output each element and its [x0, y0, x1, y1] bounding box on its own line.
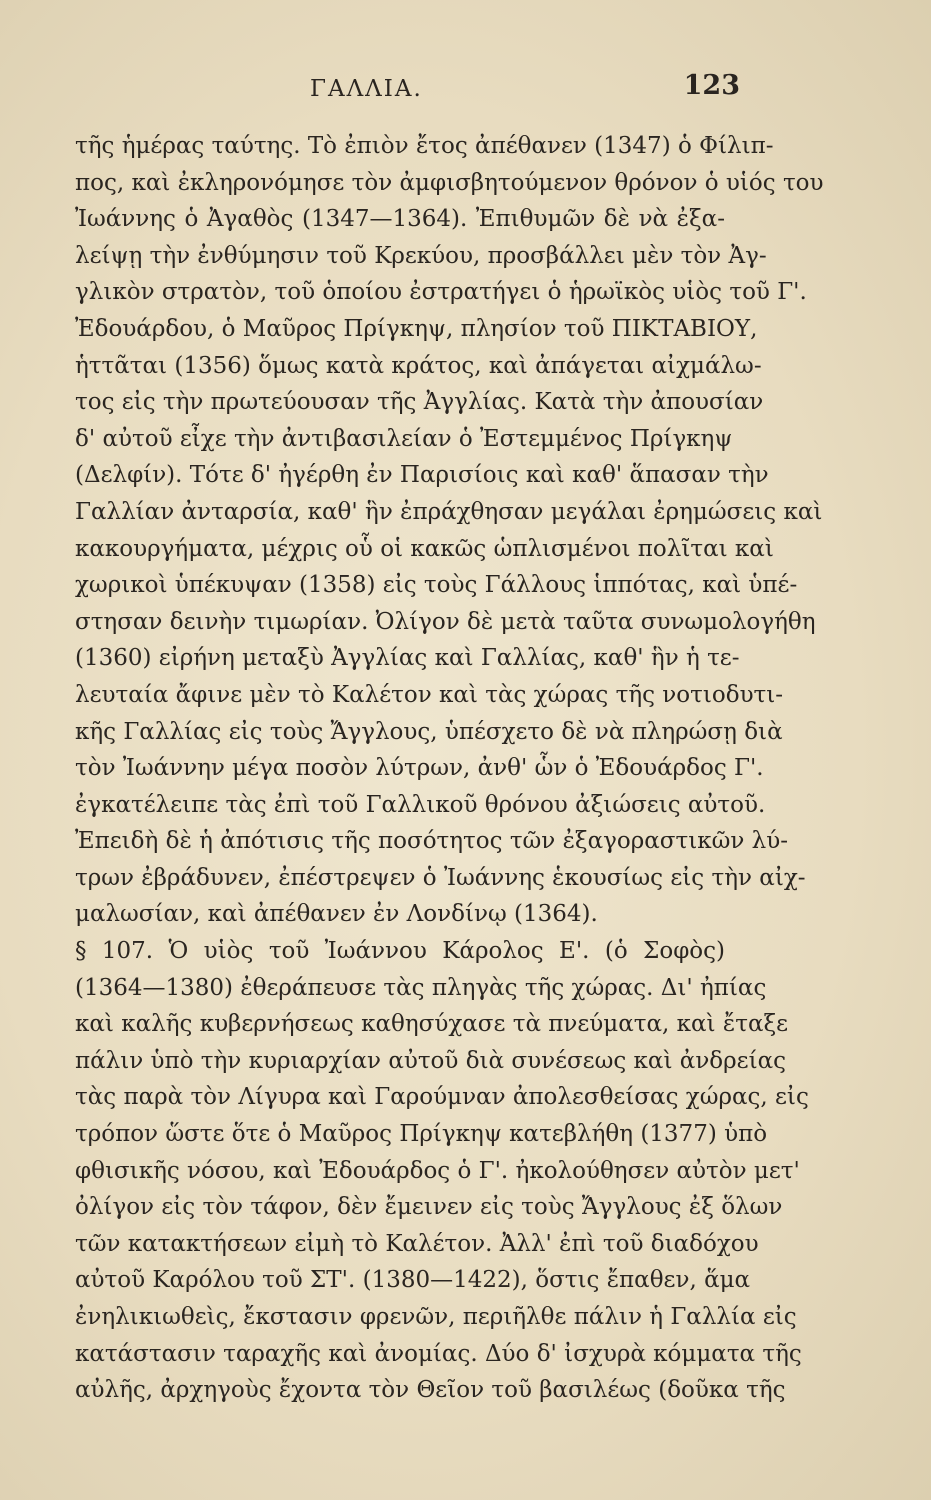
text-line: ἡττᾶται (1356) ὅμως κατὰ κράτος, καὶ ἀπάγεται αἰχμάλω-: [75, 352, 762, 379]
text-line: Ἐπειδὴ δὲ ἡ ἀπότισις τῆς ποσότητος τῶν ἐξαγοραστικῶν λύ-: [75, 828, 788, 855]
text-line: τῶν κατακτήσεων εἰμὴ τὸ Καλέτον. Ἀλλ' ἐπὶ τοῦ διαδόχου: [75, 1230, 759, 1257]
text-line: ἐνηλικιωθεὶς, ἔκστασιν φρενῶν, περιῆλθε πάλιν ἡ Γαλλία εἰς: [75, 1304, 797, 1330]
page-number: 123: [683, 70, 740, 101]
text-line: τος εἰς τὴν πρωτεύουσαν τῆς Ἀγγλίας. Κατὰ τὴν ἀπουσίαν: [75, 389, 764, 416]
text-line: κακουργήματα, μέχρις οὗ οἱ κακῶς ὡπλισμένοι πολῖται καὶ: [75, 535, 774, 562]
text-line: αὐτοῦ Καρόλου τοῦ ΣΤ'. (1380—1422), ὅστις ἔπαθεν, ἅμα: [75, 1267, 751, 1294]
text-line: φθισικῆς νόσου, καὶ Ἐδουάρδος ὁ Γ'. ἠκολούθησεν αὐτὸν μετ': [75, 1157, 800, 1184]
text-line: λευταία ἄφινε μὲν τὸ Καλέτον καὶ τὰς χώρας τῆς νοτιοδυτι-: [75, 681, 784, 708]
text-line: Ἰωάννης ὁ Ἀγαθὸς (1347—1364). Ἐπιθυμῶν δὲ νὰ ἐξα-: [75, 206, 725, 233]
text-line: χωρικοὶ ὑπέκυψαν (1358) εἰς τοὺς Γάλλους ἱππότας, καὶ ὑπέ-: [75, 572, 798, 599]
text-line: Γαλλίαν ἀνταρσία, καθ' ἣν ἐπράχθησαν μεγάλαι ἐρημώσεις καὶ: [75, 498, 823, 525]
text-line: στησαν δεινὴν τιμωρίαν. Ὀλίγον δὲ μετὰ ταῦτα συνωμολογήθη: [75, 608, 816, 635]
text-line: καὶ καλῆς κυβερνήσεως καθησύχασε τὰ πνεύματα, καὶ ἔταξε: [75, 1011, 789, 1038]
text-line: μαλωσίαν, καὶ ἀπέθανεν ἐν Λονδίνῳ (1364).: [75, 901, 598, 928]
text-line: κατάστασιν ταραχῆς καὶ ἀνομίας. Δύο δ' ἰσχυρὰ κόμματα τῆς: [75, 1340, 802, 1367]
text-line: τρων ἐβράδυνεν, ἐπέστρεψεν ὁ Ἰωάννης ἑκουσίως εἰς τὴν αἰχ-: [75, 864, 806, 891]
text-line: (1360) εἰρήνη μεταξὺ Ἀγγλίας καὶ Γαλλίας, καθ' ἣν ἡ τε-: [75, 645, 740, 672]
text-line: τρόπον ὥστε ὅτε ὁ Μαῦρος Πρίγκηψ κατεβλήθη (1377) ὑπὸ: [75, 1121, 768, 1148]
text-line: ὀλίγον εἰς τὸν τάφον, δὲν ἔμεινεν εἰς τοὺς Ἄγγλους ἐξ ὅλων: [75, 1194, 783, 1221]
text-line: πος, καὶ ἐκληρονόμησε τὸν ἀμφισβητούμενον θρόνον ὁ υἱός του: [75, 169, 824, 196]
page-header: [90, 70, 740, 110]
text-line: τὸν Ἰωάννην μέγα ποσὸν λύτρων, ἀνθ' ὧν ὁ Ἐδουάρδος Γ'.: [75, 755, 764, 782]
text-line: γλικὸν στρατὸν, τοῦ ὁποίου ἐστρατήγει ὁ ἡρωϊκὸς υἱὸς τοῦ Γ'.: [75, 279, 807, 306]
text-line: πάλιν ὑπὸ τὴν κυριαρχίαν αὐτοῦ διὰ συνέσεως καὶ ἀνδρείας: [75, 1047, 787, 1074]
text-line: κῆς Γαλλίας εἰς τοὺς Ἄγγλους, ὑπέσχετο δὲ νὰ πληρώσῃ διὰ: [75, 718, 783, 745]
text-line: § 107. Ὁ υἱὸς τοῦ Ἰωάννου Κάρολος Ε'. (ὁ Σοφὸς): [75, 938, 725, 965]
body-text: [75, 128, 824, 1409]
text-line: τὰς παρὰ τὸν Λίγυρα καὶ Γαρούμναν ἀπολεσθείσας χώρας, εἰς: [75, 1084, 809, 1111]
text-line: Ἐδουάρδου, ὁ Μαῦρος Πρίγκηψ, πλησίον τοῦ ΠΙΚΤΑΒΙΟΥ,: [75, 315, 758, 342]
text-line: αὐλῆς, ἀρχηγοὺς ἔχοντα τὸν Θεῖον τοῦ βασιλέως (δοῦκα τῆς: [75, 1377, 786, 1404]
text-line: (1364—1380) ἐθεράπευσε τὰς πληγὰς τῆς χώρας. Δι' ἠπίας: [75, 974, 767, 1001]
text-line: ἐγκατέλειπε τὰς ἐπὶ τοῦ Γαλλικοῦ θρόνου ἀξιώσεις αὐτοῦ.: [75, 791, 766, 818]
text-line: τῆς ἡμέρας ταύτης. Τὸ ἐπιὸν ἔτος ἀπέθανεν (1347) ὁ Φίλιπ-: [75, 133, 774, 159]
text-line: (Δελφίν). Τότε δ' ἠγέρθη ἐν Παρισίοις καὶ καθ' ἅπασαν τὴν: [75, 462, 769, 489]
text-line: λείψῃ τὴν ἐνθύμησιν τοῦ Κρεκύου, προσβάλλει μὲν τὸν Ἀγ-: [75, 242, 767, 269]
running-head: ΓΑΛΛΙΑ.: [310, 76, 423, 102]
text-line: δ' αὐτοῦ εἶχε τὴν ἀντιβασιλείαν ὁ Ἐστεμμένος Πρίγκηψ: [75, 425, 733, 452]
